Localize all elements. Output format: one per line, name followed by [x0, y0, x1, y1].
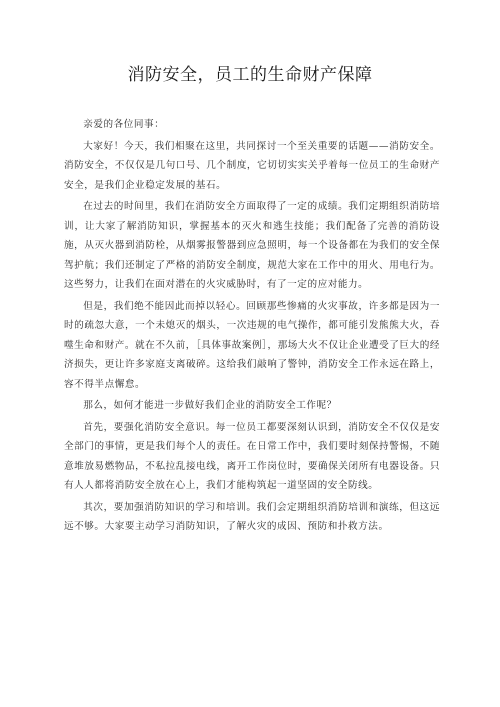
paragraph: 但是，我们绝不能因此而掉以轻心。回顾那些惨痛的火灾事故，许多都是因为一时的疏忽大意，一个未熄灭的烟头，一次违规的电气操作，都可能引发熊熊大火，吞噬生命和财产。就在不久前，［具体事故案例］，那场大火不仅让企业遭受了巨大的经济损失，更让许多家庭支离破碎。这给我们敲响了警钟，消防安全工作永远在路上，容不得半点懈怠。 — [64, 300, 440, 390]
salutation: 亲爱的各位同事： — [83, 119, 165, 130]
paragraph: 那么，如何才能进一步做好我们企业的消防安全工作呢？ — [83, 400, 337, 411]
paragraph: 大家好！今天，我们相聚在这里，共同探讨一个至关重要的话题——消防安全。消防安全，不仅仅是几句口号、几个制度，它切切实实关乎着每一位员工的生命财产安全，是我们企业稳定发展的基石。 — [64, 140, 440, 191]
document-body — [64, 115, 440, 539]
document-title: 消防安全，员工的生命财产保障 — [127, 65, 373, 85]
paragraph: 其次，要加强消防知识的学习和培训。我们会定期组织消防培训和演练，但这远远不够。大家要主动学习消防知识，了解火灾的成因、预防和扑救方法。 — [64, 501, 440, 532]
paragraph: 首先，要强化消防安全意识。每一位员工都要深刻认识到，消防安全不仅仅是安全部门的事情，更是我们每个人的责任。在日常工作中，我们要时刻保持警惕，不随意堆放易燃物品，不私拉乱接电线，离开工作岗位时，要确保关闭所有电器设备。只有人人都将消防安全放在心上，我们才能构筑起一道坚固的安全防线。 — [64, 421, 440, 491]
paragraph: 在过去的时间里，我们在消防安全方面取得了一定的成绩。我们定期组织消防培训，让大家了解消防知识，掌握基本的灭火和逃生技能；我们配备了完善的消防设施，从灭火器到消防栓，从烟雾报警器到应急照明，每一个设备都在为我们的安全保驾护航；我们还制定了严格的消防安全制度，规范大家在工作中的用火、用电行为。这些努力，让我们在面对潜在的火灾威胁时，有了一定的应对能力。 — [64, 201, 440, 290]
